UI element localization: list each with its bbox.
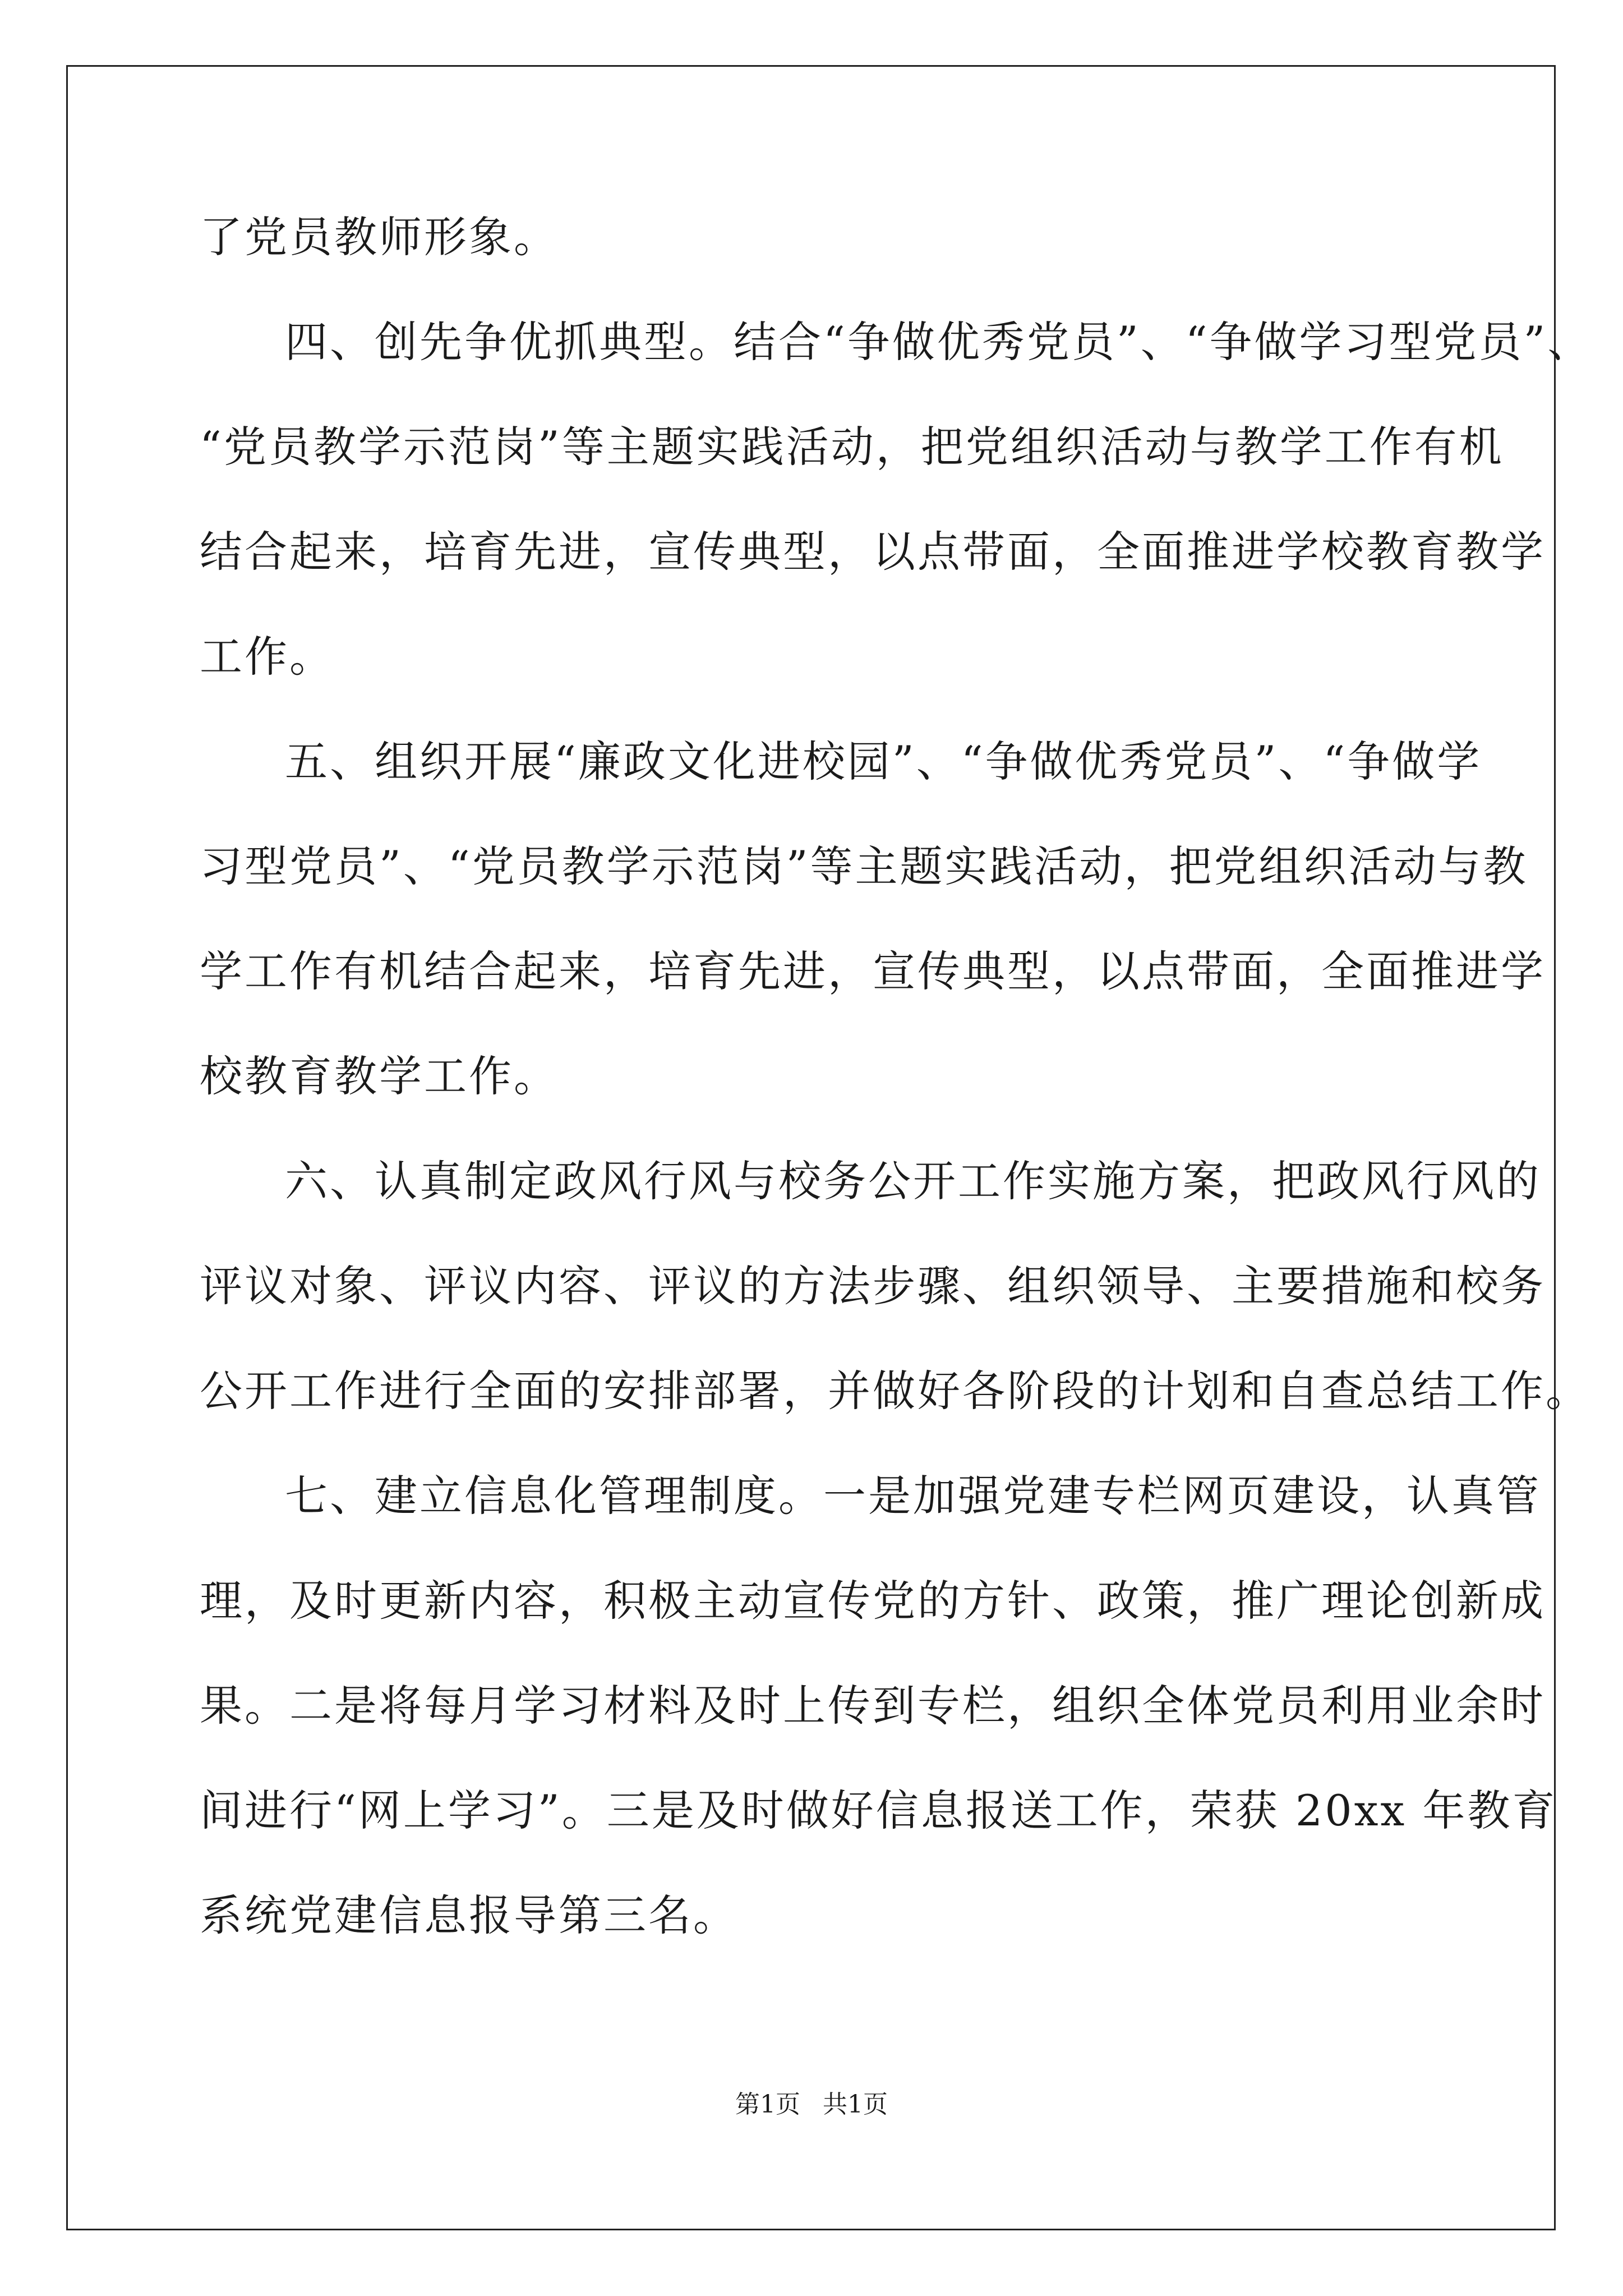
text-line: 了党员教师形象。 — [200, 212, 559, 262]
text-line: 校教育教学工作。 — [200, 1051, 559, 1101]
text-line: 工作。 — [200, 632, 334, 682]
text-line: 间进行“网上学习”。三是及时做好信息报送工作，荣获 20xx 年教育 — [200, 1786, 1557, 1835]
text-line: 学工作有机结合起来，培育先进，宣传典型，以点带面，全面推进学 — [200, 946, 1546, 996]
page-number: 第1页 — [735, 2090, 800, 2119]
text-line: 结合起来，培育先进，宣传典型，以点带面，全面推进学校教育教学 — [200, 527, 1546, 577]
text-line: 理，及时更新内容，积极主动宣传党的方针、政策，推广理论创新成 — [200, 1576, 1546, 1626]
text-line: 系统党建信息报导第三名。 — [200, 1890, 738, 1940]
text-line: 习型党员”、“党员教学示范岗”等主题实践活动，把党组织活动与教 — [200, 841, 1528, 891]
paragraph-5-line-1: 五、组织开展“廉政文化进校园”、“争做优秀党员”、“争做学 — [285, 737, 1482, 786]
paragraph-7-line-1: 七、建立信息化管理制度。一是加强党建专栏网页建设，认真管 — [285, 1471, 1541, 1521]
page-footer — [0, 2088, 1623, 2122]
text-line: “党员教学示范岗”等主题实践活动，把党组织活动与教学工作有机 — [200, 422, 1504, 472]
page-total: 共1页 — [823, 2090, 888, 2119]
text-line: 公开工作进行全面的安排部署，并做好各阶段的计划和自查总结工作。 — [200, 1366, 1590, 1416]
paragraph-4-line-1: 四、创先争优抓典型。结合“争做优秀党员”、“争做学习型党员”、 — [285, 317, 1593, 367]
text-line: 评议对象、评议内容、评议的方法步骤、组织领导、主要措施和校务 — [200, 1261, 1546, 1311]
paragraph-6-line-1: 六、认真制定政风行风与校务公开工作实施方案，把政风行风的 — [285, 1156, 1541, 1206]
text-line: 果。二是将每月学习材料及时上传到专栏，组织全体党员利用业余时 — [200, 1681, 1546, 1731]
